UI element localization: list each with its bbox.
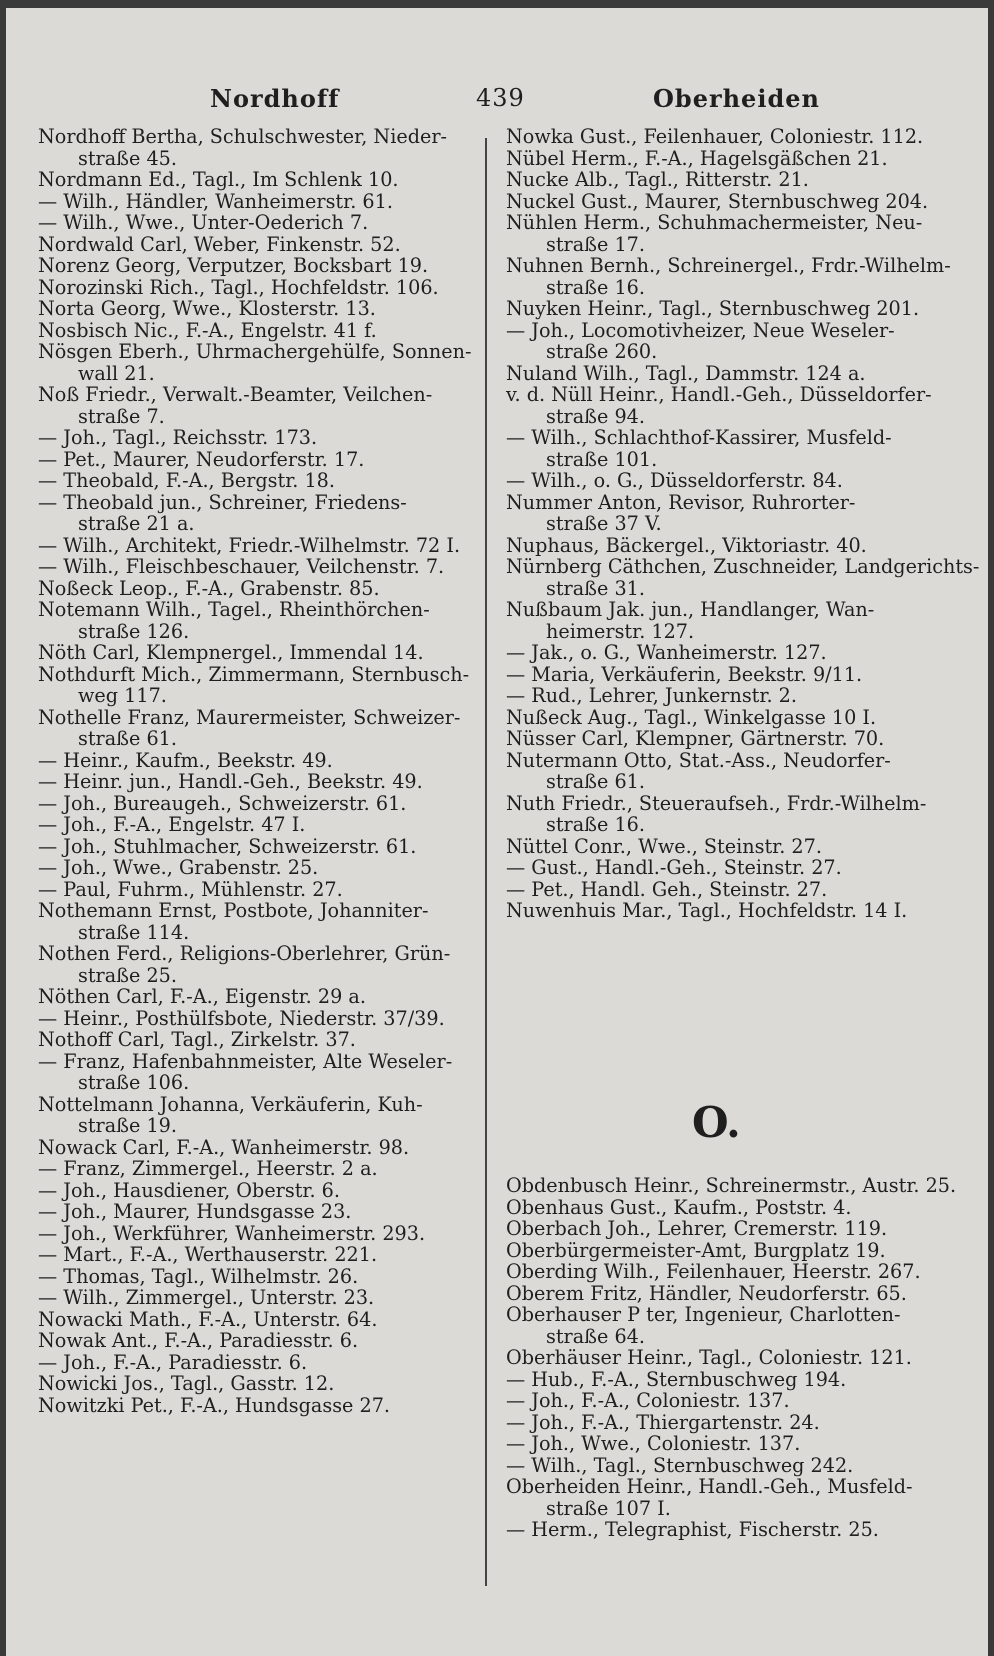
entry-continuation: straße 64. (546, 1324, 645, 1348)
entry-line: v. d. Nüll Heinr., Handl.-Geh., Düsseldorfer- (506, 383, 932, 406)
entry-line: Oberem Fritz, Händler, Neudorferstr. 65. (506, 1281, 907, 1305)
directory-entry (506, 191, 946, 213)
entry-line: Nußbaum Jak. jun., Handlanger, Wan- (506, 598, 875, 621)
entry-line: Nothelle Franz, Maurermeister, Schweizer- (38, 705, 461, 729)
entry-line: — Wilh., Architekt, Friedr.-Wilhelmstr. 72 I. (38, 533, 461, 557)
entry-line: Nuyken Heinr., Tagl., Sternbuschweg 201. (506, 297, 920, 320)
page-header (6, 84, 988, 114)
entry-line: Nummer Anton, Revisor, Ruhrorter- (506, 490, 856, 514)
entry-line: Nühlen Herm., Schuhmachermeister, Neu- (506, 211, 923, 234)
directory-entry (38, 1395, 478, 1417)
directory-entry (38, 1244, 478, 1266)
directory-entry (506, 793, 946, 836)
directory-entry (506, 857, 946, 879)
entry-line: — Theobald jun., Schreiner, Friedens- (38, 490, 407, 514)
directory-entry (38, 1309, 478, 1331)
entry-line: — Rud., Lehrer, Junkernstr. 2. (506, 684, 797, 707)
directory-entry (506, 1519, 946, 1541)
directory-entry (506, 1174, 957, 1197)
entry-line: Nowka Gust., Feilenhauer, Coloniestr. 112. (506, 125, 924, 148)
entry-continuation: straße 19. (78, 1114, 177, 1137)
directory-entry (38, 298, 478, 320)
entry-line: Nuland Wilh., Tagl., Dammstr. 124 a. (506, 361, 866, 385)
entry-line: Nothdurft Mich., Zimmermann, Sternbusch- (38, 662, 470, 686)
entry-line: — Joh., F.-A., Thiergartenstr. 24. (506, 1410, 820, 1434)
entry-line: Noß Friedr., Verwalt.-Beamter, Veilchen- (38, 383, 433, 406)
entry-line: — Joh., F.-A., Paradiesstr. 6. (38, 1350, 308, 1374)
directory-entry (506, 1347, 946, 1369)
entry-continuation: straße 16. (546, 275, 645, 299)
entry-line: — Joh., F.-A., Coloniestr. 137. (506, 1389, 790, 1412)
entry-line: — Joh., F.-A., Engelstr. 47 I. (38, 813, 306, 836)
directory-entry (506, 707, 946, 729)
directory-entry (506, 298, 946, 320)
directory-entry (506, 1455, 946, 1477)
entry-line: Oberbach Joh., Lehrer, Cremerstr. 119. (506, 1217, 888, 1240)
directory-entry (38, 384, 478, 427)
entry-line: Nowicki Jos., Tagl., Gasstr. 12. (38, 1372, 335, 1395)
directory-entry (506, 1412, 946, 1434)
entry-continuation: straße 61. (78, 727, 177, 750)
entry-line: Norozinski Rich., Tagl., Hochfeldstr. 106. (38, 275, 439, 299)
entry-line: Nuth Friedr., Steueraufseh., Frdr.-Wilhelm- (506, 791, 927, 815)
entry-line: — Joh., Locomotivheizer, Neue Weseler- (506, 318, 895, 342)
directory-entry (506, 664, 946, 686)
directory-entry (506, 750, 946, 793)
entry-continuation: straße 61. (546, 770, 645, 793)
entry-line: Nüsser Carl, Klempner, Gärtnerstr. 70. (506, 727, 885, 750)
directory-entry (38, 1029, 478, 1051)
entry-line: — Gust., Handl.-Geh., Steinstr. 27. (506, 856, 842, 879)
directory-entry (38, 320, 478, 342)
entry-line: — Theobald, F.-A., Bergstr. 18. (38, 469, 335, 492)
entry-line: — Heinr., Posthülfsbote, Niederstr. 37/39. (38, 1006, 445, 1030)
directory-entry (506, 470, 946, 492)
directory-entry (506, 1390, 946, 1412)
directory-entry (506, 384, 946, 427)
directory-entry (38, 707, 478, 750)
entry-line: — Hub., F.-A., Sternbuschweg 194. (506, 1367, 847, 1391)
directory-entry (38, 191, 478, 213)
directory-entry (506, 148, 946, 170)
entry-line: — Joh., Bureaugeh., Schweizerstr. 61. (38, 791, 407, 815)
entry-line: — Wilh., Händler, Wanheimerstr. 61. (38, 189, 393, 213)
entry-continuation: straße 45. (78, 146, 177, 170)
directory-entry (38, 1287, 478, 1309)
entry-line: Nothen Ferd., Religions-Oberlehrer, Grün- (38, 942, 451, 965)
entry-line: — Heinr. jun., Handl.-Geh., Beekstr. 49. (38, 770, 423, 793)
directory-entry (38, 341, 478, 384)
entry-line: Oberhauser P ter, Ingenieur, Charlotten- (506, 1303, 901, 1326)
directory-entry (38, 212, 478, 234)
entry-line: — Joh., Hausdiener, Oberstr. 6. (38, 1178, 340, 1202)
entry-line: — Wilh., Tagl., Sternbuschweg 242. (506, 1453, 854, 1477)
entry-line: Nußeck Aug., Tagl., Winkelgasse 10 I. (506, 705, 877, 729)
directory-entry (38, 1373, 478, 1395)
entry-line: — Maria, Verkäuferin, Beekstr. 9/11. (506, 662, 863, 686)
directory-entry (506, 1218, 946, 1240)
entry-line: Nowacki Math., F.-A., Unterstr. 64. (38, 1307, 378, 1331)
entry-line: Norenz Georg, Verputzer, Bocksbart 19. (38, 254, 429, 277)
entry-line: Nüttel Conr., Wwe., Steinstr. 27. (506, 834, 822, 858)
directory-entry (38, 1352, 478, 1374)
entry-line: Nordmann Ed., Tagl., Im Schlenk 10. (38, 168, 399, 191)
directory-entry (38, 449, 478, 471)
entry-line: Nürnberg Cäthchen, Zuschneider, Landgerichts- (506, 555, 980, 578)
directory-entry (38, 750, 478, 772)
entry-line: — Wilh., o. G., Düsseldorferstr. 84. (506, 469, 843, 492)
directory-entry (38, 492, 478, 535)
entry-line: — Wilh., Zimmergel., Unterstr. 23. (38, 1286, 375, 1309)
entry-line: Obdenbusch Heinr., Schreinermstr., Austr. 25. (506, 1174, 957, 1197)
directory-entry (506, 427, 946, 470)
directory-entry (38, 255, 478, 277)
directory-entry (38, 642, 478, 664)
directory-entry (506, 642, 946, 664)
directory-entry (506, 728, 946, 750)
entry-line: — Pet., Maurer, Neudorferstr. 17. (38, 447, 365, 471)
entry-line: Nowak Ant., F.-A., Paradiesstr. 6. (38, 1329, 359, 1352)
directory-entry (506, 363, 946, 385)
entry-line: Nutermann Otto, Stat.-Ass., Neudorfer- (506, 748, 891, 772)
entry-line: Nottelmann Johanna, Verkäuferin, Kuh- (38, 1092, 423, 1116)
entry-line: — Franz, Hafenbahnmeister, Alte Weseler- (38, 1049, 453, 1073)
directory-entry (38, 771, 478, 793)
page-number: 439 (476, 84, 525, 112)
column-divider (485, 138, 487, 1586)
directory-entry (506, 685, 946, 707)
directory-entry (38, 169, 478, 191)
entry-line: — Pet., Handl. Geh., Steinstr. 27. (506, 877, 828, 901)
entry-line: — Joh., Stuhlmacher, Schweizerstr. 61. (38, 834, 417, 858)
entry-line: Nöthen Carl, F.-A., Eigenstr. 29 a. (38, 985, 366, 1008)
entry-line: Nuphaus, Bäckergel., Viktoriastr. 40. (506, 533, 867, 557)
entry-continuation: straße 7. (78, 404, 165, 428)
entry-line: — Wilh., Wwe., Unter-Oederich 7. (38, 211, 369, 234)
entry-line: Obenhaus Gust., Kaufm., Poststr. 4. (506, 1195, 852, 1219)
entry-line: — Joh., Tagl., Reichsstr. 173. (38, 426, 318, 449)
entry-continuation: straße 106. (78, 1071, 190, 1094)
directory-entry (506, 254, 951, 299)
directory-entry (38, 1094, 478, 1137)
directory-entry (38, 234, 478, 256)
entry-line: — Franz, Zimmergel., Heerstr. 2 a. (38, 1157, 378, 1180)
directory-entry (506, 320, 946, 363)
entry-line: Notemann Wilh., Tagel., Rheinthörchen- (38, 598, 430, 621)
entry-line: Oberhäuser Heinr., Tagl., Coloniestr. 121. (506, 1346, 912, 1369)
directory-entry (38, 793, 478, 815)
directory-entry (506, 1476, 946, 1519)
directory-entry (506, 555, 980, 600)
directory-entry (38, 900, 478, 943)
directory-entry (38, 126, 478, 169)
entry-line: — Jak., o. G., Wanheimerstr. 127. (506, 641, 827, 664)
directory-entry (506, 1283, 946, 1305)
directory-entry (38, 664, 478, 707)
entry-line: Nowack Carl, F.-A., Wanheimerstr. 98. (38, 1135, 410, 1159)
directory-entry (506, 535, 946, 557)
entry-line: Nothemann Ernst, Postbote, Johanniter- (38, 899, 429, 922)
directory-entry (506, 900, 946, 922)
directory-entry (38, 1330, 478, 1352)
directory-entry (38, 535, 478, 557)
entry-line: Nucke Alb., Tagl., Ritterstr. 21. (506, 168, 809, 191)
entry-continuation: straße 101. (546, 447, 658, 471)
entry-line: Nordwald Carl, Weber, Finkenstr. 52. (38, 232, 401, 256)
directory-entry (506, 879, 946, 901)
entry-line: Oberbürgermeister-Amt, Burgplatz 19. (506, 1238, 886, 1262)
entry-continuation: straße 21 a. (78, 512, 195, 535)
entry-continuation: weg 117. (78, 684, 167, 707)
entry-line: — Joh., Werkführer, Wanheimerstr. 293. (38, 1221, 426, 1245)
entry-line: Nordhoff Bertha, Schulschwester, Nieder- (38, 125, 447, 148)
entry-continuation: straße 16. (546, 813, 645, 836)
directory-entry (506, 1304, 946, 1347)
entry-continuation: straße 107 I. (546, 1496, 671, 1520)
directory-entry (38, 943, 478, 986)
directory-entry (38, 986, 478, 1008)
entry-line: — Joh., Maurer, Hundsgasse 23. (38, 1200, 352, 1223)
entry-continuation: straße 25. (78, 963, 177, 987)
entry-line: — Paul, Fuhrm., Mühlenstr. 27. (38, 877, 343, 901)
entry-line: — Mart., F.-A., Werthauserstr. 221. (38, 1243, 378, 1266)
directory-entry (506, 1240, 946, 1262)
directory-entry (506, 492, 946, 535)
directory-entry (38, 599, 478, 642)
directory-entry (506, 1197, 946, 1219)
entry-line: — Joh., Wwe., Grabenstr. 25. (38, 856, 319, 879)
directory-entry (38, 1137, 478, 1159)
directory-entry (506, 126, 946, 148)
directory-entry (506, 1261, 946, 1283)
entry-line: Nosbisch Nic., F.-A., Engelstr. 41 f. (38, 318, 377, 342)
entry-line: — Thomas, Tagl., Wilhelmstr. 26. (38, 1264, 359, 1288)
directory-entry (38, 277, 478, 299)
entry-continuation: straße 94. (546, 404, 645, 428)
directory-entry (38, 879, 478, 901)
directory-entry (38, 857, 478, 879)
directory-entry (38, 1008, 478, 1030)
directory-entry (506, 836, 946, 858)
left-column (38, 126, 478, 1416)
directory-entry (38, 1201, 478, 1223)
entry-line: Nuhnen Bernh., Schreinergel., Frdr.-Wilhelm- (506, 254, 951, 277)
directory-entry (506, 169, 946, 191)
header-left-name: Nordhoff (210, 84, 340, 113)
entry-line: Nöth Carl, Klempnergel., Immendal 14. (38, 641, 424, 664)
entry-continuation: straße 17. (546, 232, 645, 256)
entry-line: Oberheiden Heinr., Handl.-Geh., Musfeld- (506, 1475, 913, 1498)
entry-continuation: heimerstr. 127. (546, 619, 695, 643)
directory-entry (38, 814, 478, 836)
header-right-name: Oberheiden (653, 84, 820, 113)
entry-line: Norta Georg, Wwe., Klosterstr. 13. (38, 297, 376, 320)
directory-entry (38, 427, 478, 449)
directory-entry (38, 556, 478, 578)
directory-entry (38, 1180, 478, 1202)
directory-entry (38, 836, 478, 858)
entry-line: Nübel Herm., F.-A., Hagelsgäßchen 21. (506, 146, 888, 170)
entry-line: — Herm., Telegraphist, Fischerstr. 25. (506, 1518, 879, 1541)
entry-line: Nuckel Gust., Maurer, Sternbuschweg 204. (506, 189, 929, 213)
entry-line: — Wilh., Fleischbeschauer, Veilchenstr. 7. (38, 555, 445, 578)
entry-line: Nothoff Carl, Tagl., Zirkelstr. 37. (38, 1028, 356, 1051)
entry-continuation: straße 114. (78, 920, 190, 944)
entry-continuation: straße 126. (78, 619, 190, 643)
directory-entry (506, 1369, 946, 1391)
directory-entry (506, 1433, 946, 1455)
entry-line: — Heinr., Kaufm., Beekstr. 49. (38, 748, 333, 772)
directory-entry (38, 1266, 478, 1288)
directory-entry (506, 212, 946, 255)
entry-continuation: straße 260. (546, 340, 658, 363)
directory-entry (38, 1158, 478, 1180)
section-letter: O. (692, 1098, 741, 1147)
directory-entry (38, 470, 478, 492)
entry-line: Nowitzki Pet., F.-A., Hundsgasse 27. (38, 1393, 391, 1417)
entry-line: Nösgen Eberh., Uhrmachergehülfe, Sonnen- (38, 340, 472, 363)
entry-continuation: straße 31. (546, 576, 645, 600)
right-column-o-section (506, 1174, 957, 1541)
entry-line: — Joh., Wwe., Coloniestr. 137. (506, 1432, 801, 1455)
directory-entry (38, 578, 478, 600)
entry-line: — Wilh., Schlachthof-Kassirer, Musfeld- (506, 426, 892, 449)
entry-line: Noßeck Leop., F.-A., Grabenstr. 85. (38, 576, 380, 600)
entry-line: Nuwenhuis Mar., Tagl., Hochfeldstr. 14 I. (506, 899, 908, 922)
directory-entry (506, 599, 946, 642)
entry-line: Oberding Wilh., Feilenhauer, Heerstr. 267. (506, 1260, 921, 1283)
right-column (506, 125, 980, 922)
directory-page (6, 8, 988, 1656)
entry-continuation: wall 21. (78, 361, 155, 385)
directory-entry (38, 1051, 478, 1094)
entry-continuation: straße 37 V. (546, 512, 662, 535)
directory-entry (38, 1223, 478, 1245)
